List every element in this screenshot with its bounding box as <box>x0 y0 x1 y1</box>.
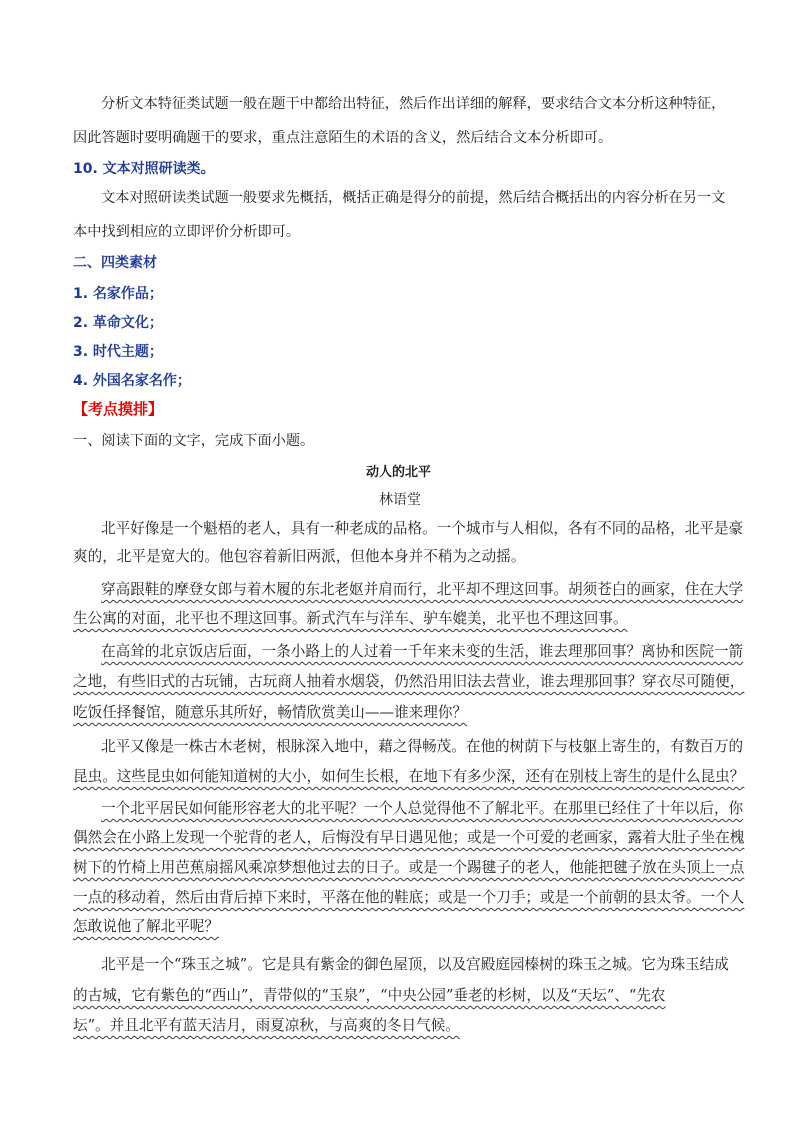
passage-line: 一点的移动着，然后由背后掉下来时，平落在他的鞋底；或是一个刀手；或是一个前朝的县太爷。一个人 <box>73 889 745 906</box>
passage-line: 昆虫。这些昆虫如何能知道树的大小，如何生长根，在地下有多少深，还有在别枝上寄生的是什么昆虫？ <box>73 768 745 785</box>
passage-line: 北平好像是一个魁梧的老人，具有一种老成的品格。一个城市与人相似，各有不同的品格，北平是豪 <box>101 520 744 537</box>
section2-item-2: 2. 革命文化； <box>73 315 163 331</box>
passage-line: 之地，有些旧式的古玩铺，古玩商人抽着水烟袋，仍然沿用旧法去营业，谁去理那回事？穿衣尽可随便， <box>73 673 745 690</box>
passage-line: 穿高跟鞋的摩登女郎与着木履的东北老妪并肩而行，北平却不理这回事。胡须苍白的画家，住在大学 <box>101 581 744 598</box>
kaodian-label: 【考点摸排】 <box>73 400 164 418</box>
passage-line: 生公寓的对面，北平也不理这回事。新式汽车与洋车、驴车媲美，北平也不理这回事。 <box>73 610 628 627</box>
passage-line: 的古城，它有紫色的“西山”，青带似的“玉泉”，“中央公园”垂老的杉树，以及“天坛”、“先农 <box>73 987 666 1004</box>
intro-para1-line2: 因此答题时要明确题干的要求，重点注意陌生的术语的含义，然后结合文本分析即可。 <box>73 130 613 146</box>
passage-line: 偶然会在小路上发现一个驼背的老人，后悔没有早日遇见他；或是一个可爱的老画家，露着大肚子坐在槐 <box>73 829 745 846</box>
heading-10: 10. 文本对照研读类。 <box>73 161 215 177</box>
passage-line: 坛”。并且北平有蓝天洁月，雨夏凉秋，与高爽的冬日气候。 <box>73 1017 460 1034</box>
intro-para2-line1: 文本对照研读类试题一般要求先概括，概括正确是得分的前提，然后结合概括出的内容分析在另一文 <box>101 190 726 206</box>
passage-line: 爽的，北平是宽大的。他包容着新旧两派，但他本身并不稍为之动摇。 <box>73 548 526 565</box>
passage-title: 动人的北平 <box>366 465 432 480</box>
passage-line: 一个北平居民如何能形容老大的北平呢？一个人总觉得他不了解北平。在那里已经住了十年以后，你 <box>101 800 744 817</box>
question-instruction: 一、阅读下面的文字，完成下面小题。 <box>73 433 315 449</box>
passage-author: 林语堂 <box>379 492 421 508</box>
section2-item-4: 4. 外国名家名作； <box>73 373 191 389</box>
passage-line: 北平是一个“珠玉之城”。它是具有紫金的御色屋顶，以及宫殿庭园榛树的珠玉之城。它为珠玉结成 <box>101 956 729 973</box>
intro-para1-line1: 分析文本特征类试题一般在题干中都给出特征，然后作出详细的解释，要求结合文本分析这种特征， <box>101 96 726 112</box>
section2-item-3: 3. 时代主题； <box>73 344 163 360</box>
section2-heading: 二、四类素材 <box>73 255 157 271</box>
intro-para2-line2: 本中找到相应的立即评价分析即可。 <box>73 224 301 240</box>
passage-line: 吃饭任择餐馆，随意乐其所好，畅情欣赏美山——谁来理你？ <box>73 704 468 721</box>
passage-line: 在高耸的北京饭店后面，一条小路上的人过着一千年来未变的生活，谁去理那回事？离协和医院一箭 <box>101 643 744 660</box>
section2-item-1: 1. 名家作品； <box>73 286 163 302</box>
passage-line: 树下的竹椅上用芭蕉扇摇风乘凉梦想他过去的日子。或是一个踢毽子的老人，他能把毽子放在头顶上一点 <box>73 859 745 876</box>
passage-line: 北平又像是一株古木老树，根脉深入地中，藉之得畅茂。在他的树荫下与枝躯上寄生的，有数百万的 <box>101 738 744 755</box>
passage-line: 怎敢说他了解北平呢？ <box>73 918 219 935</box>
